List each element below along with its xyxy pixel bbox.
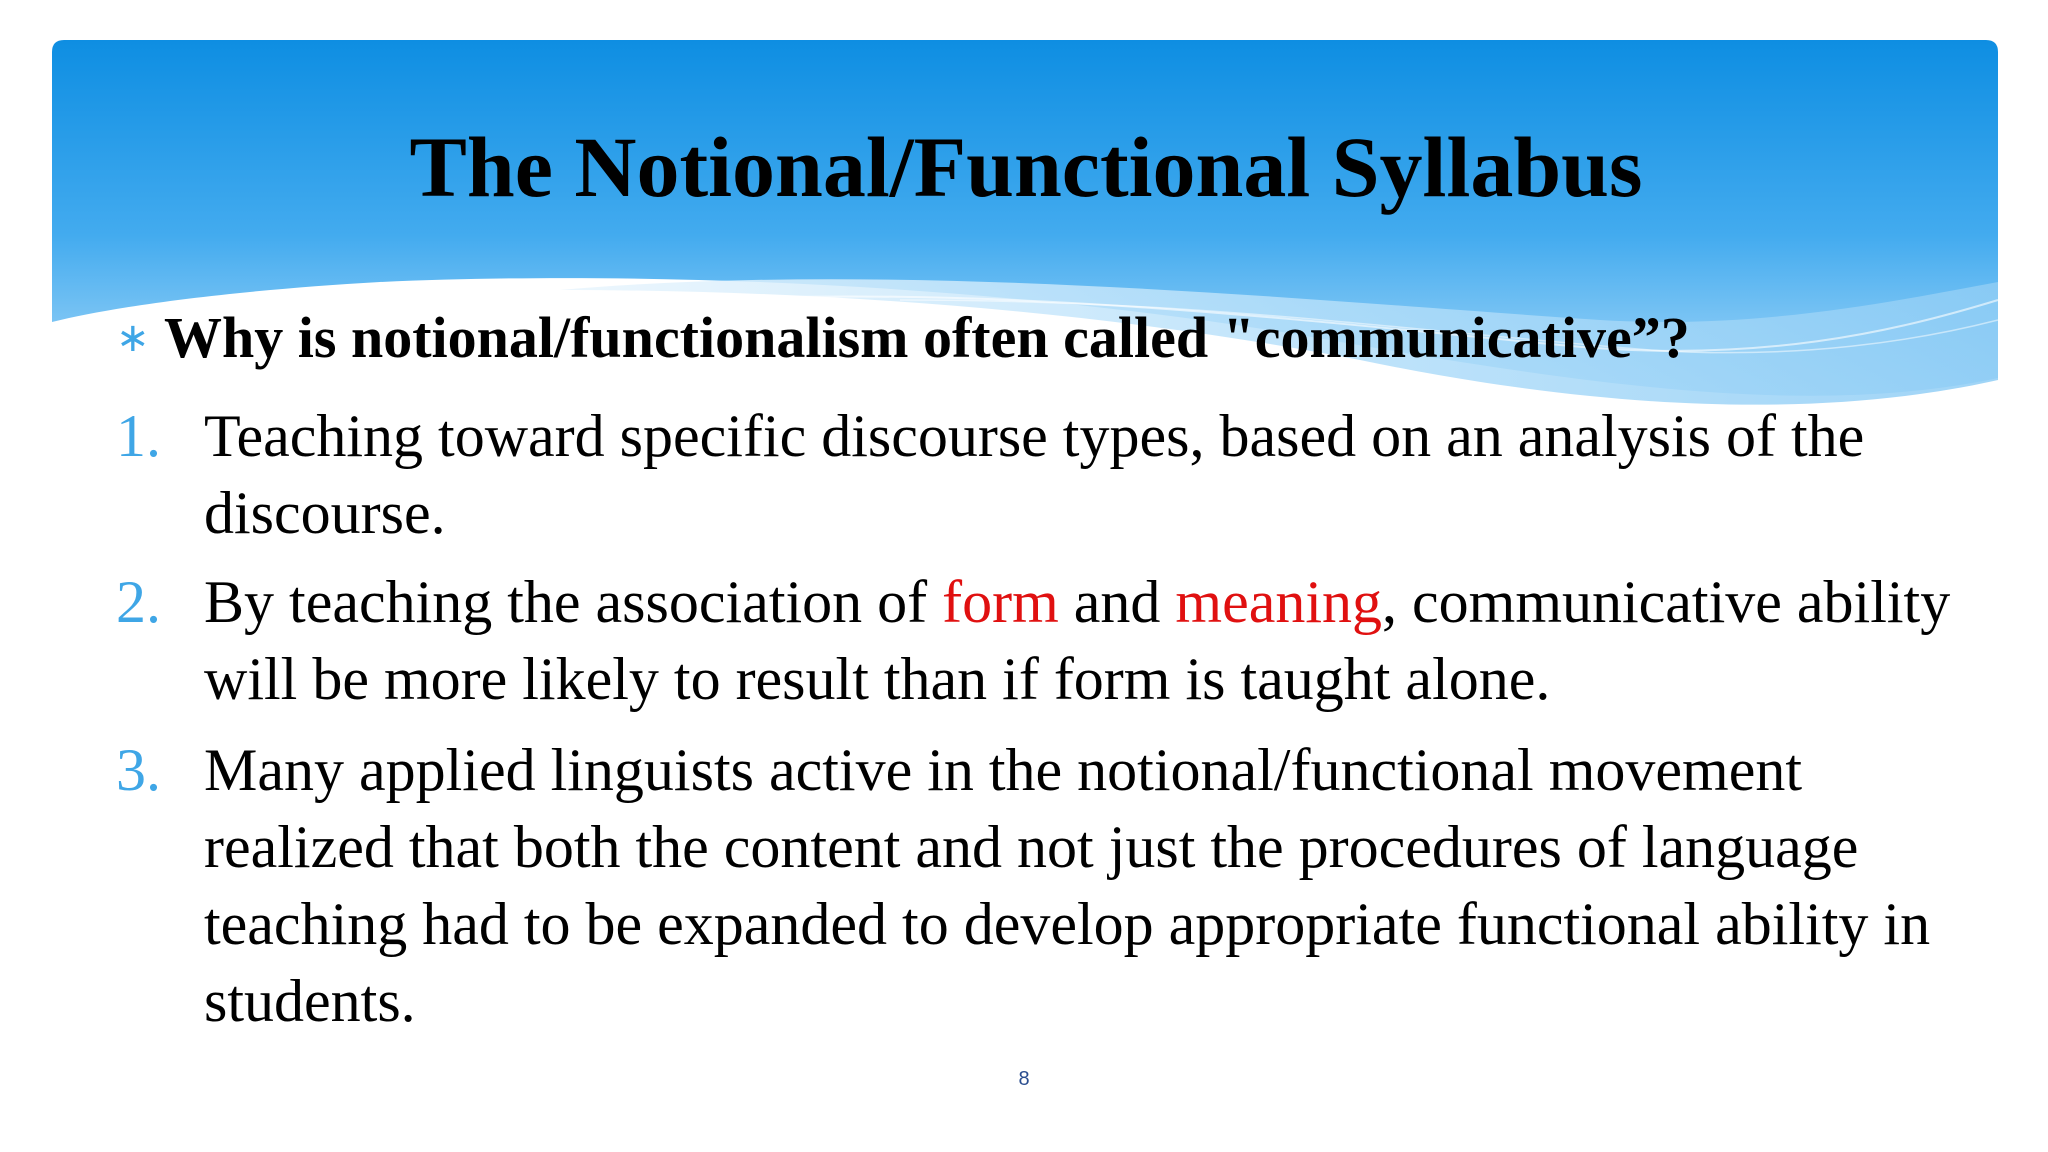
list-item [116,732,1966,1040]
question-heading [116,298,1690,378]
list-item-text: Teaching toward specific discourse types, based on an analysis of the discourse. [204,403,1865,546]
text-segment: and [1058,569,1176,635]
list-item-text [204,564,1966,718]
list-item-number: 2. [116,569,161,635]
text-segment: , communicative ability will be more likely to result than if form is taught alone. [204,569,1951,712]
text-segment: By teaching the association of [204,569,943,635]
list-item-number: 1. [116,403,161,469]
list-item-text: Many applied linguists active in the notional/functional movement realized that both the content and not just the procedures of language teaching had to be expanded to develop appropriate functional ability in students. [204,737,1931,1034]
highlight-meaning: meaning [1175,569,1383,635]
list-item-number: 3. [116,737,161,803]
list-item [116,564,1966,718]
bullet-icon: ∗ [116,315,150,361]
list-item [116,398,1966,552]
page-number: 8 [1018,1068,1030,1090]
question-text: Why is notional/functionalism often called "communicative”? [164,305,1690,370]
highlight-form: form [942,569,1059,635]
slide-title: The Notional/Functional Syllabus [409,119,1643,215]
